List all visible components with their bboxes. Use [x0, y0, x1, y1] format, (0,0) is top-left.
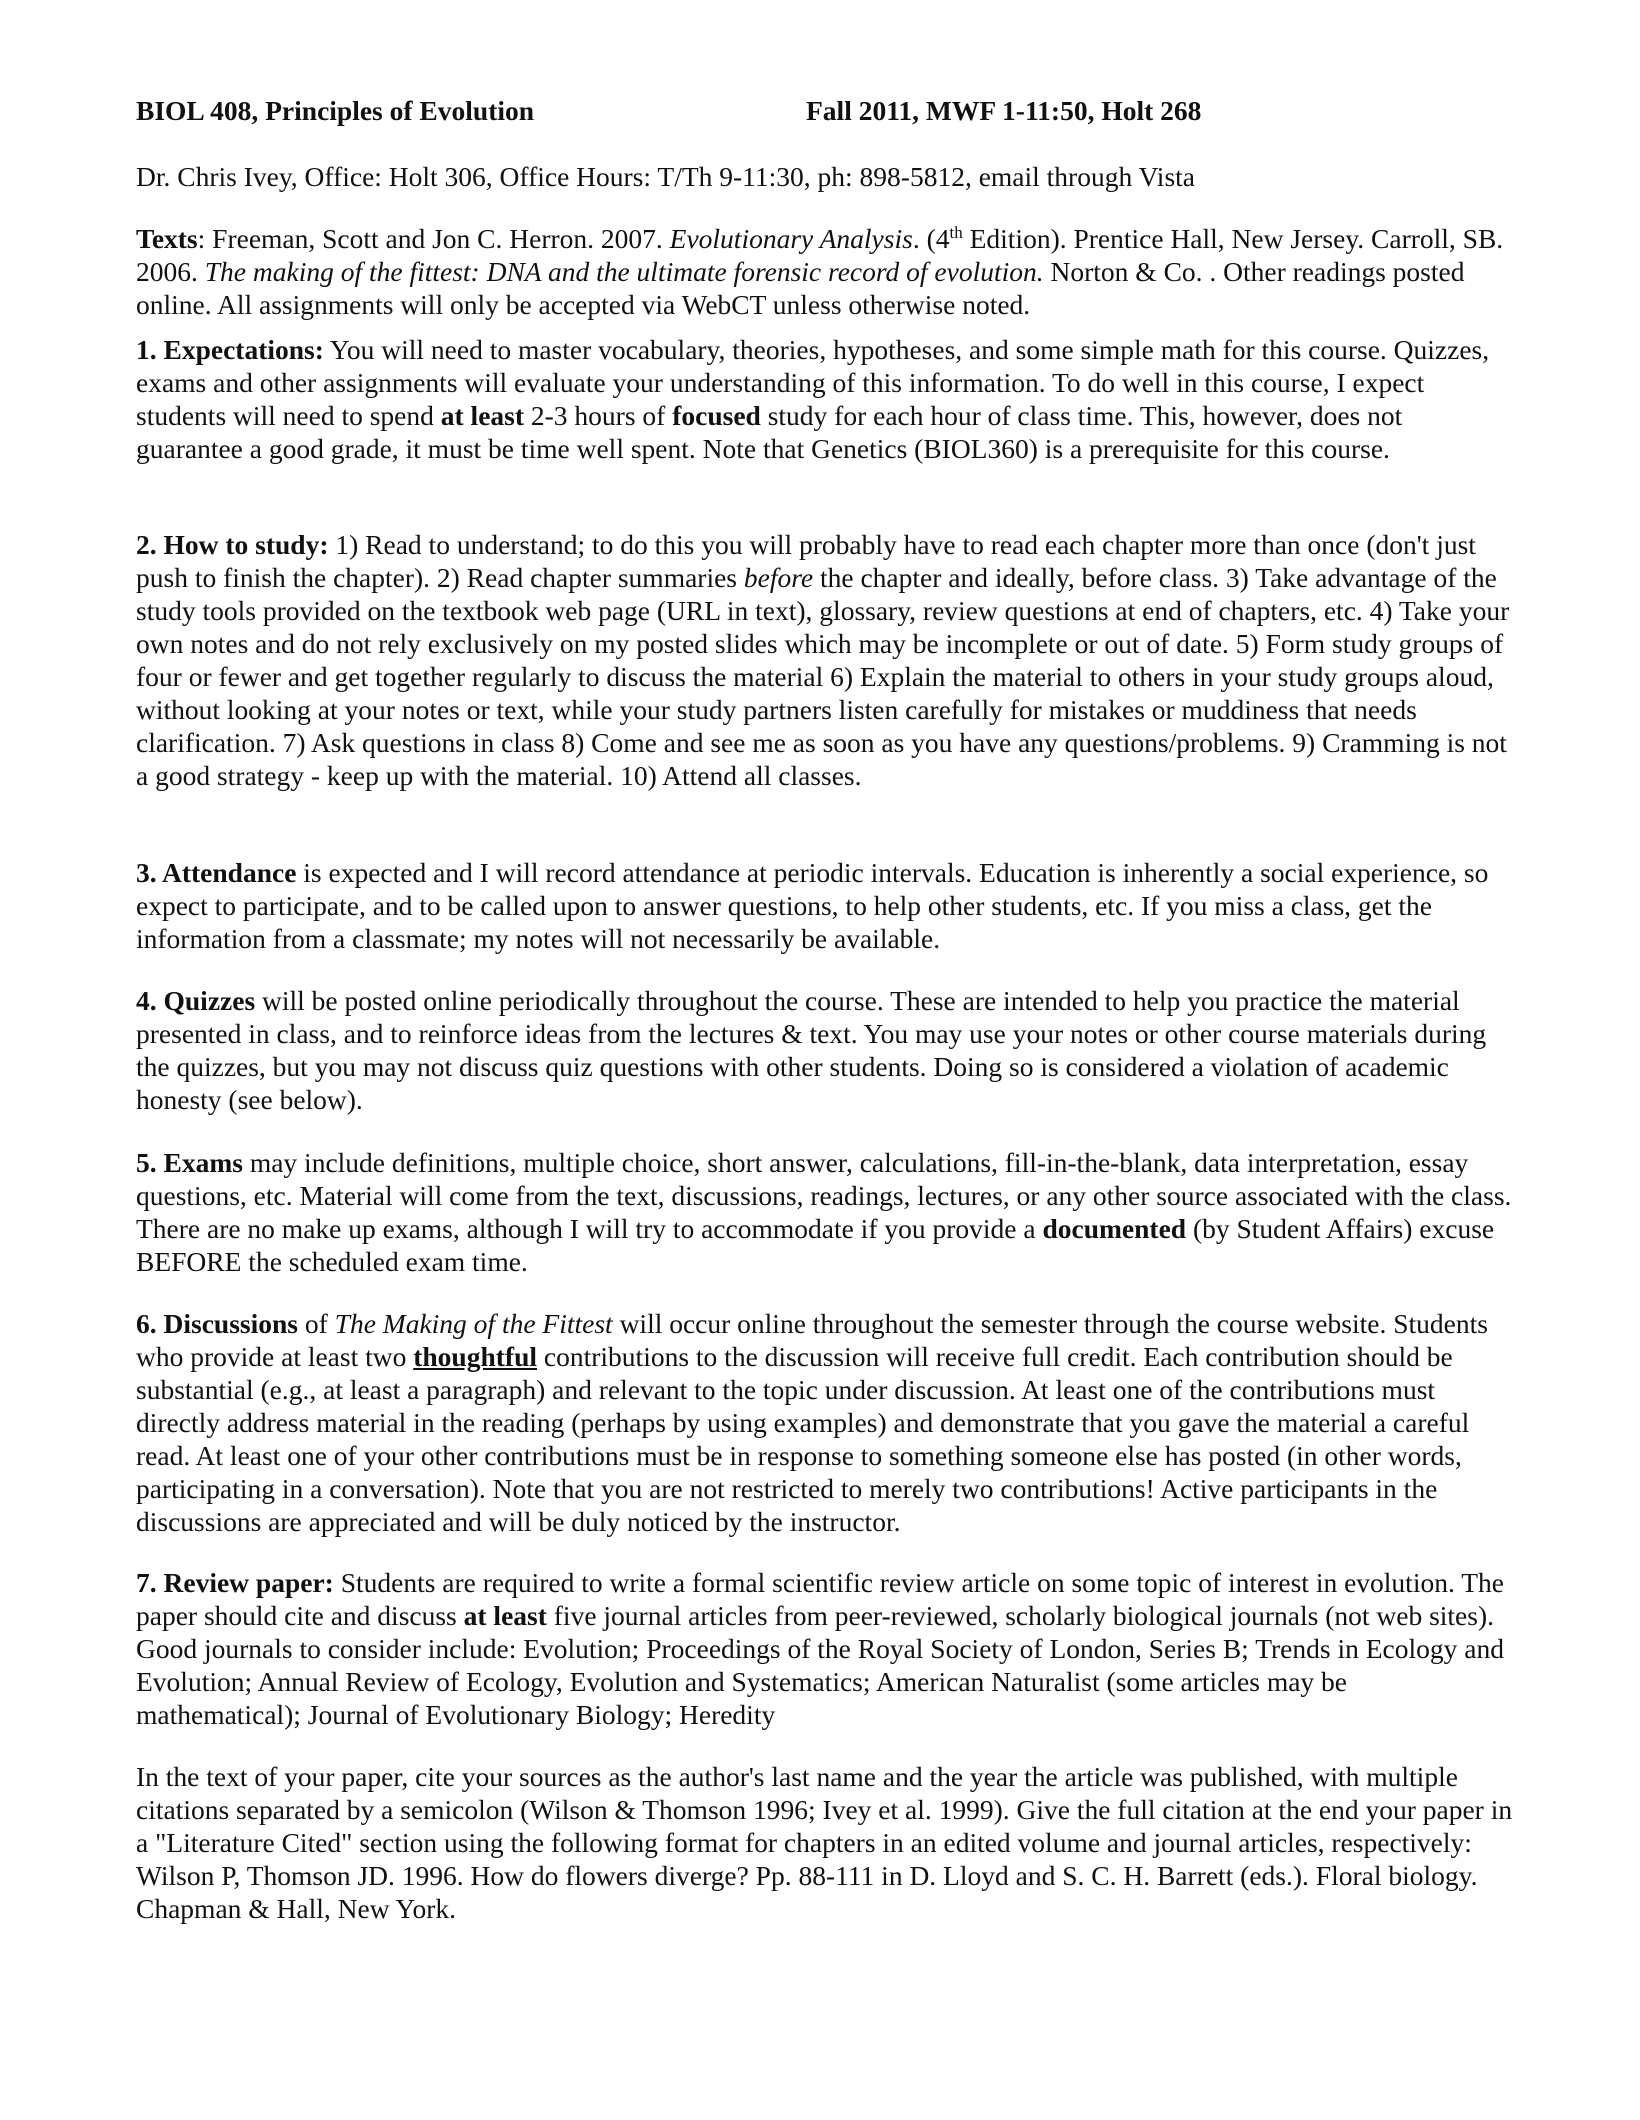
section-quizzes: [136, 984, 1516, 1116]
texts-label: Texts: [136, 223, 198, 254]
texts-paragraph: [136, 222, 1516, 321]
texts-section: [136, 222, 1516, 321]
attendance-paragraph: [136, 856, 1516, 955]
section-how-to-study: [136, 528, 1516, 792]
attendance-text: is expected and I will record attendance at periodic intervals. Education is inherently a social experience, so expect to participate, and to be called upon to answer questions, to help other students, etc. If you miss a class, get the information from a classmate; my notes will not necessarily be available.: [136, 857, 1489, 954]
course-term: Fall 2011, MWF 1-11:50, Holt 268: [806, 95, 1202, 126]
exams-heading: 5. Exams: [136, 1147, 243, 1178]
section-exams: [136, 1146, 1516, 1278]
citation-paragraph: In the text of your paper, cite your sources as the author's last name and the year the article was published, with multiple citations separated by a semicolon (Wilson & Thomson 1996; Ivey et al. 1999). Give the full citation at the end your paper in a "Literature Cited" section using the following format for chapters in an edited volume and journal articles, respectively:: [136, 1761, 1513, 1858]
exams-text-1: may include definitions, multiple choice, short answer, calculations, fill-in-the-blank, data interpretation, essay questions, etc. Material will come from the text, discussions, readings, lectures, or any other source associated with the class. There are no make up exams, although I will try to accommodate if you provide a: [136, 1147, 1512, 1244]
instructor-line: Dr. Chris Ivey, Office: Holt 306, Office Hours: T/Th 9-11:30, ph: 898-5812, email through Vista: [136, 161, 1195, 192]
review-paper-heading: 7. Review paper:: [136, 1567, 334, 1598]
texts-text-4: Norton & Co. . Other readings posted online. All assignments will only be accepted via WebCT unless otherwise noted.: [136, 256, 1465, 320]
expectations-text-2: 2-3 hours of: [524, 400, 673, 431]
expectations-heading: 1. Expectations:: [136, 334, 324, 365]
discussions-paragraph: [136, 1307, 1516, 1538]
texts-text-3: Edition). Prentice Hall, New Jersey. Carroll, SB. 2006.: [136, 223, 1504, 287]
how-to-study-text-1: 1) Read to understand; to do this you will probably have to read each chapter more than once (don't just push to finish the chapter). 2) Read chapter summaries: [136, 529, 1476, 593]
review-paper-text-1: Students are required to write a formal scientific review article on some topic of interest in evolution. The paper should cite and discuss: [136, 1567, 1504, 1631]
discussions-text-2: will occur online throughout the semester through the course website. Students who provide at least two: [136, 1308, 1488, 1372]
review-paper-text-2: five journal articles from peer-reviewed, scholarly biological journals (not web sites). Good journals to consider include: Evolution; Proceedings of the Royal Society of London, Series B; Trends in Ecology and Evolution; Annual Review of Ecology, Evolution and Systematics; American Naturalist (some articles may be mathematical); Journal of Evolutionary Biology; Heredity: [136, 1600, 1504, 1730]
review-paper-bold: at least: [463, 1600, 547, 1631]
quizzes-paragraph: [136, 984, 1516, 1116]
section-discussions: [136, 1307, 1516, 1538]
textbook-title-2: The making of the fittest: DNA and the ultimate forensic record of evolution.: [204, 256, 1044, 287]
how-to-study-heading: 2. How to study:: [136, 529, 329, 560]
quizzes-heading: 4. Quizzes: [136, 985, 256, 1016]
discussions-heading: 6. Discussions: [136, 1308, 298, 1339]
how-to-study-paragraph: [136, 528, 1516, 792]
exams-paragraph: [136, 1146, 1516, 1278]
instructor-info: [136, 160, 1516, 193]
quizzes-text: will be posted online periodically throughout the course. These are intended to help you practice the material presented in class, and to reinforce ideas from the lectures & text. You may use your notes or other course materials during the quizzes, but you may not discuss quiz questions with other students. Doing so is considered a violation of academic honesty (see below).: [136, 985, 1487, 1115]
expectations-bold-1: at least: [440, 400, 525, 431]
exams-text-2: (by Student Affairs) excuse BEFORE the scheduled exam time.: [136, 1213, 1495, 1277]
discussions-text-1: of: [298, 1308, 335, 1339]
expectations-bold-2: focused: [672, 400, 761, 431]
review-paper-paragraph: [136, 1566, 1516, 1731]
how-to-study-italic: before: [743, 562, 814, 593]
how-to-study-text-2: the chapter and ideally, before class. 3) Take advantage of the study tools provided on the textbook web page (URL in text), glossary, review questions at end of chapters, etc. 4) Take your own notes and do not rely exclusively on my posted slides which may be incomplete or out of date. 5) Form study groups of four or fewer and get together regularly to discuss the material 6) Explain the material to others in your study groups aloud, without looking at your notes or text, while your study partners listen carefully for mistakes or muddiness that needs clarification. 7) Ask questions in class 8) Come and see me as soon as you have any questions/problems. 9) Cramming is not a good strategy - keep up with the material. 10) Attend all classes.: [136, 562, 1510, 791]
edition-superscript: th: [949, 222, 963, 242]
section-review-paper: [136, 1566, 1516, 1731]
course-title: BIOL 408, Principles of Evolution: [136, 95, 535, 126]
section-attendance: [136, 856, 1516, 955]
expectations-text-1: You will need to master vocabulary, theories, hypotheses, and some simple math for this course. Quizzes, exams and other assignments will evaluate your understanding of this information. To do well in this course, I expect students will need to spend: [136, 334, 1490, 431]
section-citation-format: [136, 1760, 1516, 1925]
exams-bold: documented: [1042, 1213, 1187, 1244]
section-expectations: [136, 333, 1516, 465]
texts-text-1: : Freeman, Scott and Jon C. Herron. 2007.: [197, 223, 670, 254]
citation-example: Wilson P, Thomson JD. 1996. How do flowers diverge? Pp. 88-111 in D. Lloyd and S. C. H. Barrett (eds.). Floral biology. Chapman & Hall, New York.: [136, 1860, 1478, 1924]
textbook-title-1: Evolutionary Analysis: [669, 223, 913, 254]
discussions-text-3: contributions to the discussion will receive full credit. Each contribution should be substantial (e.g., at least a paragraph) and relevant to the topic under discussion. At least one of the contributions must directly address material in the reading (perhaps by using examples) and demonstrate that you gave the material a careful read. At least one of your other contributions must be in response to something someone else has posted (in other words, participating in a conversation). Note that you are not restricted to merely two contributions! Active participants in the discussions are appreciated and will be duly noticed by the instructor.: [136, 1341, 1470, 1537]
expectations-text-3: study for each hour of class time. This, however, does not guarantee a good grade, it must be time well spent. Note that Genetics (BIOL360) is a prerequisite for this course.: [136, 400, 1403, 464]
discussions-book-title: The Making of the Fittest: [334, 1308, 613, 1339]
texts-text-2: . (4: [912, 223, 950, 254]
discussions-underlined: thoughtful: [413, 1341, 538, 1372]
expectations-paragraph: [136, 333, 1516, 465]
attendance-heading: 3. Attendance: [136, 857, 297, 888]
